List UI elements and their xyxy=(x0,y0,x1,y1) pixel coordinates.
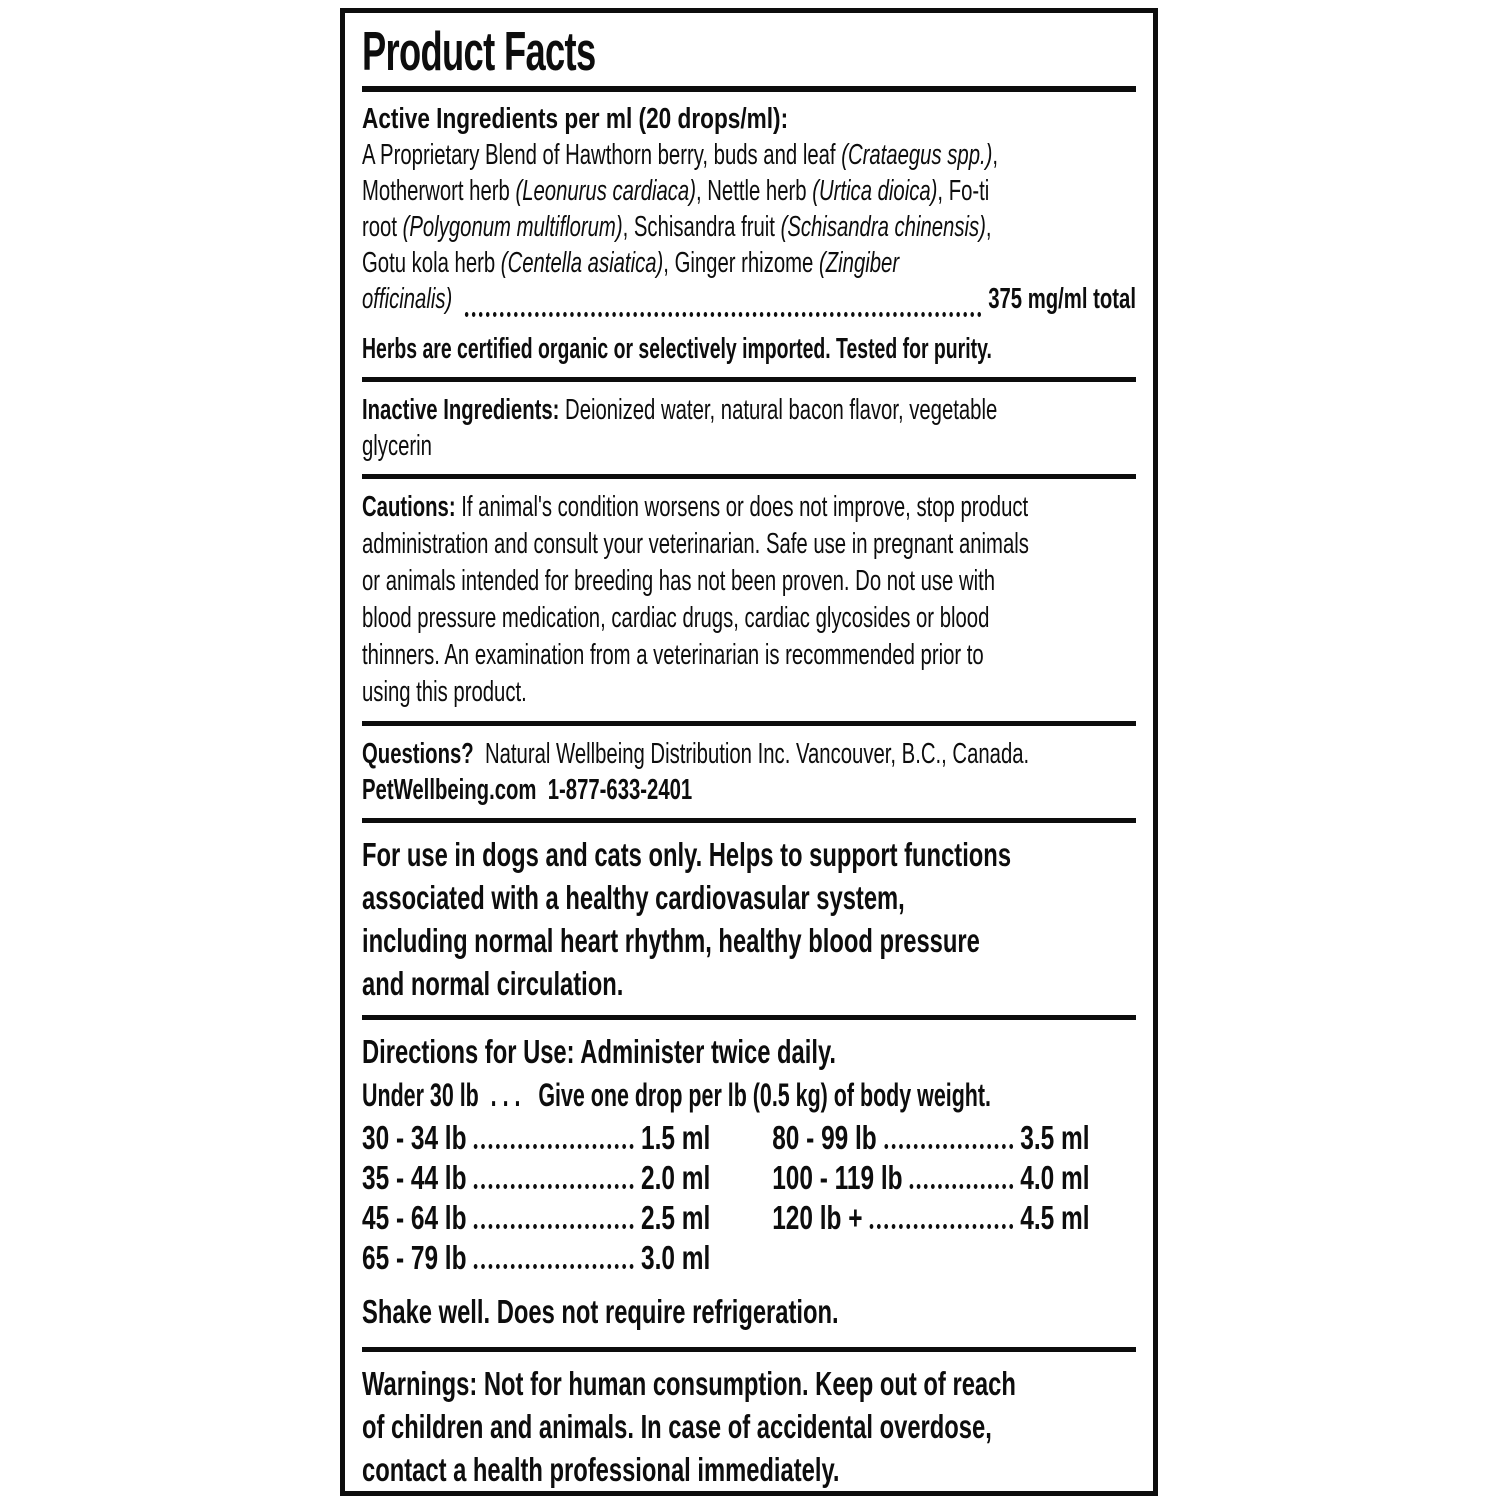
text-segment: associated with a healthy cardiovasular system, xyxy=(362,879,905,916)
botanical-name-text: (Zingiber xyxy=(818,247,900,279)
text-line xyxy=(362,489,1136,526)
dose-entry xyxy=(362,1158,710,1198)
text-line xyxy=(362,392,1136,428)
botanical-name-text: officinalis) xyxy=(362,283,453,315)
product-facts-label xyxy=(340,8,1158,1496)
directions-under-30-line: Under 30 lb . . . Give one drop per lb (0.5 kg) of body weight. xyxy=(362,1077,991,1113)
text-segment: Not for human consumption. Keep out of reach xyxy=(483,1365,1016,1402)
section-directions xyxy=(362,1030,1136,1333)
text-line xyxy=(362,962,1136,1005)
text-segment: thinners. An examination from a veterinarian is recommended prior to xyxy=(362,639,984,671)
botanical-name-text: (Urtica dioica) xyxy=(812,175,938,207)
dose-row xyxy=(362,1118,1136,1158)
dots-leader xyxy=(474,1224,634,1229)
text-segment: of children and animals. In case of accidental overdose, xyxy=(362,1408,992,1445)
section-divider xyxy=(362,1347,1136,1352)
dose-entry xyxy=(772,1158,1089,1198)
text-segment: For use in dogs and cats only. Helps to support functions xyxy=(362,836,1012,873)
section-warnings xyxy=(362,1362,1136,1491)
dots-leader xyxy=(465,312,981,317)
text-line xyxy=(362,209,1136,245)
dose-entry xyxy=(772,1118,1089,1158)
text-segment: glycerin xyxy=(362,430,432,462)
text-segment: Warnings: xyxy=(362,1365,484,1402)
text-segment: including normal heart rhythm, healthy blood pressure xyxy=(362,922,980,959)
text-line xyxy=(362,772,1136,808)
text-segment: blood pressure medication, cardiac drugs, cardiac glycosides or blood xyxy=(362,602,990,634)
dose-entry xyxy=(362,1118,710,1158)
text-segment: 35 - 44 lb xyxy=(362,1159,467,1196)
text-segment: 30 - 34 lb xyxy=(362,1119,467,1156)
text-segment: Gotu kola herb xyxy=(362,247,501,279)
text-segment: , xyxy=(985,211,992,243)
text-line xyxy=(362,1362,1136,1405)
text-segment: PetWellbeing.com 1-877-633-2401 xyxy=(362,774,693,806)
text-segment: 1.5 ml xyxy=(641,1119,711,1156)
dots-leader xyxy=(474,1144,634,1149)
text-segment: 3.0 ml xyxy=(641,1239,711,1276)
section-active-ingredients xyxy=(362,101,1136,317)
text-segment: 100 - 119 lb xyxy=(772,1159,903,1196)
text-segment: Cautions: xyxy=(362,491,462,523)
text-line xyxy=(362,173,1136,209)
title-divider xyxy=(362,86,1136,92)
text-segment: contact a health professional immediately. xyxy=(362,1451,840,1488)
dose-table xyxy=(362,1118,1136,1278)
text-segment: root xyxy=(362,211,403,243)
text-segment: If animal's condition worsens or does not improve, stop product xyxy=(461,491,1029,523)
text-segment: 375 mg/ml total xyxy=(988,283,1136,315)
text-segment: using this product. xyxy=(362,676,527,708)
text-line xyxy=(362,428,1136,464)
text-segment: Questions? xyxy=(362,738,474,770)
text-line xyxy=(362,1448,1136,1491)
botanical-name-text: (Leonurus cardiaca) xyxy=(515,175,696,207)
text-segment: administration and consult your veterinarian. Safe use in pregnant animals xyxy=(362,528,1029,560)
active-ingredients-heading xyxy=(362,101,1136,137)
text-line xyxy=(362,600,1136,637)
section-for-use xyxy=(362,833,1136,1005)
section-questions xyxy=(362,736,1136,808)
text-segment: 2.0 ml xyxy=(641,1159,711,1196)
shake-well-note: Shake well. Does not require refrigeration. xyxy=(362,1293,839,1330)
text-line xyxy=(362,563,1136,600)
text-line xyxy=(362,281,1136,317)
text-line xyxy=(362,637,1136,674)
active-ingredients-body xyxy=(362,137,1136,317)
text-segment: 65 - 79 lb xyxy=(362,1239,467,1276)
section-divider xyxy=(362,474,1136,479)
dots-leader xyxy=(474,1264,634,1269)
text-segment: 3.5 ml xyxy=(1020,1119,1090,1156)
section-divider xyxy=(362,818,1136,823)
text-segment: 4.5 ml xyxy=(1020,1199,1090,1236)
text-segment: , Schisandra fruit xyxy=(622,211,781,243)
section-divider xyxy=(362,377,1136,382)
directions-heading: Directions for Use: Administer twice daily. xyxy=(362,1033,836,1070)
dots-leader xyxy=(474,1184,634,1189)
text-segment: 80 - 99 lb xyxy=(772,1119,877,1156)
text-segment: Deionized water, natural bacon flavor, vegetable xyxy=(565,394,998,426)
text-segment: or animals intended for breeding has not been proven. Do not use with xyxy=(362,565,996,597)
text-segment: , Fo-ti xyxy=(937,175,990,207)
text-line xyxy=(362,245,1136,281)
text-line xyxy=(362,1405,1136,1448)
botanical-name-text: (Schisandra chinensis) xyxy=(780,211,986,243)
dose-entry xyxy=(362,1238,710,1278)
dose-row xyxy=(362,1238,1136,1278)
text-segment: 4.0 ml xyxy=(1020,1159,1090,1196)
text-segment: A Proprietary Blend of Hawthorn berry, buds and leaf xyxy=(362,139,842,171)
text-segment: and normal circulation. xyxy=(362,965,624,1002)
dots-leader xyxy=(910,1184,1013,1189)
text-line xyxy=(362,919,1136,962)
text-line xyxy=(362,674,1136,711)
text-segment: , Nettle herb xyxy=(695,175,813,207)
dose-row xyxy=(362,1158,1136,1198)
botanical-name-text: (Polygonum multiflorum) xyxy=(402,211,623,243)
dose-row xyxy=(362,1198,1136,1238)
text-segment: , Ginger rhizome xyxy=(663,247,819,279)
text-line xyxy=(362,876,1136,919)
text-line xyxy=(362,736,1136,772)
text-segment: , xyxy=(992,139,999,171)
label-title: Product Facts xyxy=(362,20,596,82)
botanical-name-text: (Crataegus spp.) xyxy=(841,139,993,171)
dose-entry xyxy=(362,1198,710,1238)
text-segment: 45 - 64 lb xyxy=(362,1199,467,1236)
text-segment: Motherwort herb xyxy=(362,175,516,207)
text-line xyxy=(362,137,1136,173)
text-segment: Natural Wellbeing Distribution Inc. Vancouver, B.C., Canada. xyxy=(473,738,1030,770)
botanical-name-text: (Centella asiatica) xyxy=(500,247,664,279)
text-line xyxy=(362,833,1136,876)
text-line xyxy=(362,526,1136,563)
text-segment: 2.5 ml xyxy=(641,1199,711,1236)
section-divider xyxy=(362,1015,1136,1020)
section-divider xyxy=(362,721,1136,726)
text-segment: 120 lb + xyxy=(772,1199,863,1236)
text-segment: Inactive Ingredients: xyxy=(362,394,566,426)
dots-leader xyxy=(884,1144,1013,1149)
herbs-certified-note: Herbs are certified organic or selectively imported. Tested for purity. xyxy=(362,333,992,365)
dose-entry xyxy=(772,1198,1089,1238)
section-cautions xyxy=(362,489,1136,711)
text-segment xyxy=(452,281,458,317)
active-ingredients-heading-text: Active Ingredients per ml (20 drops/ml): xyxy=(362,103,789,135)
dots-leader xyxy=(870,1224,1013,1229)
section-inactive-ingredients xyxy=(362,392,1136,464)
